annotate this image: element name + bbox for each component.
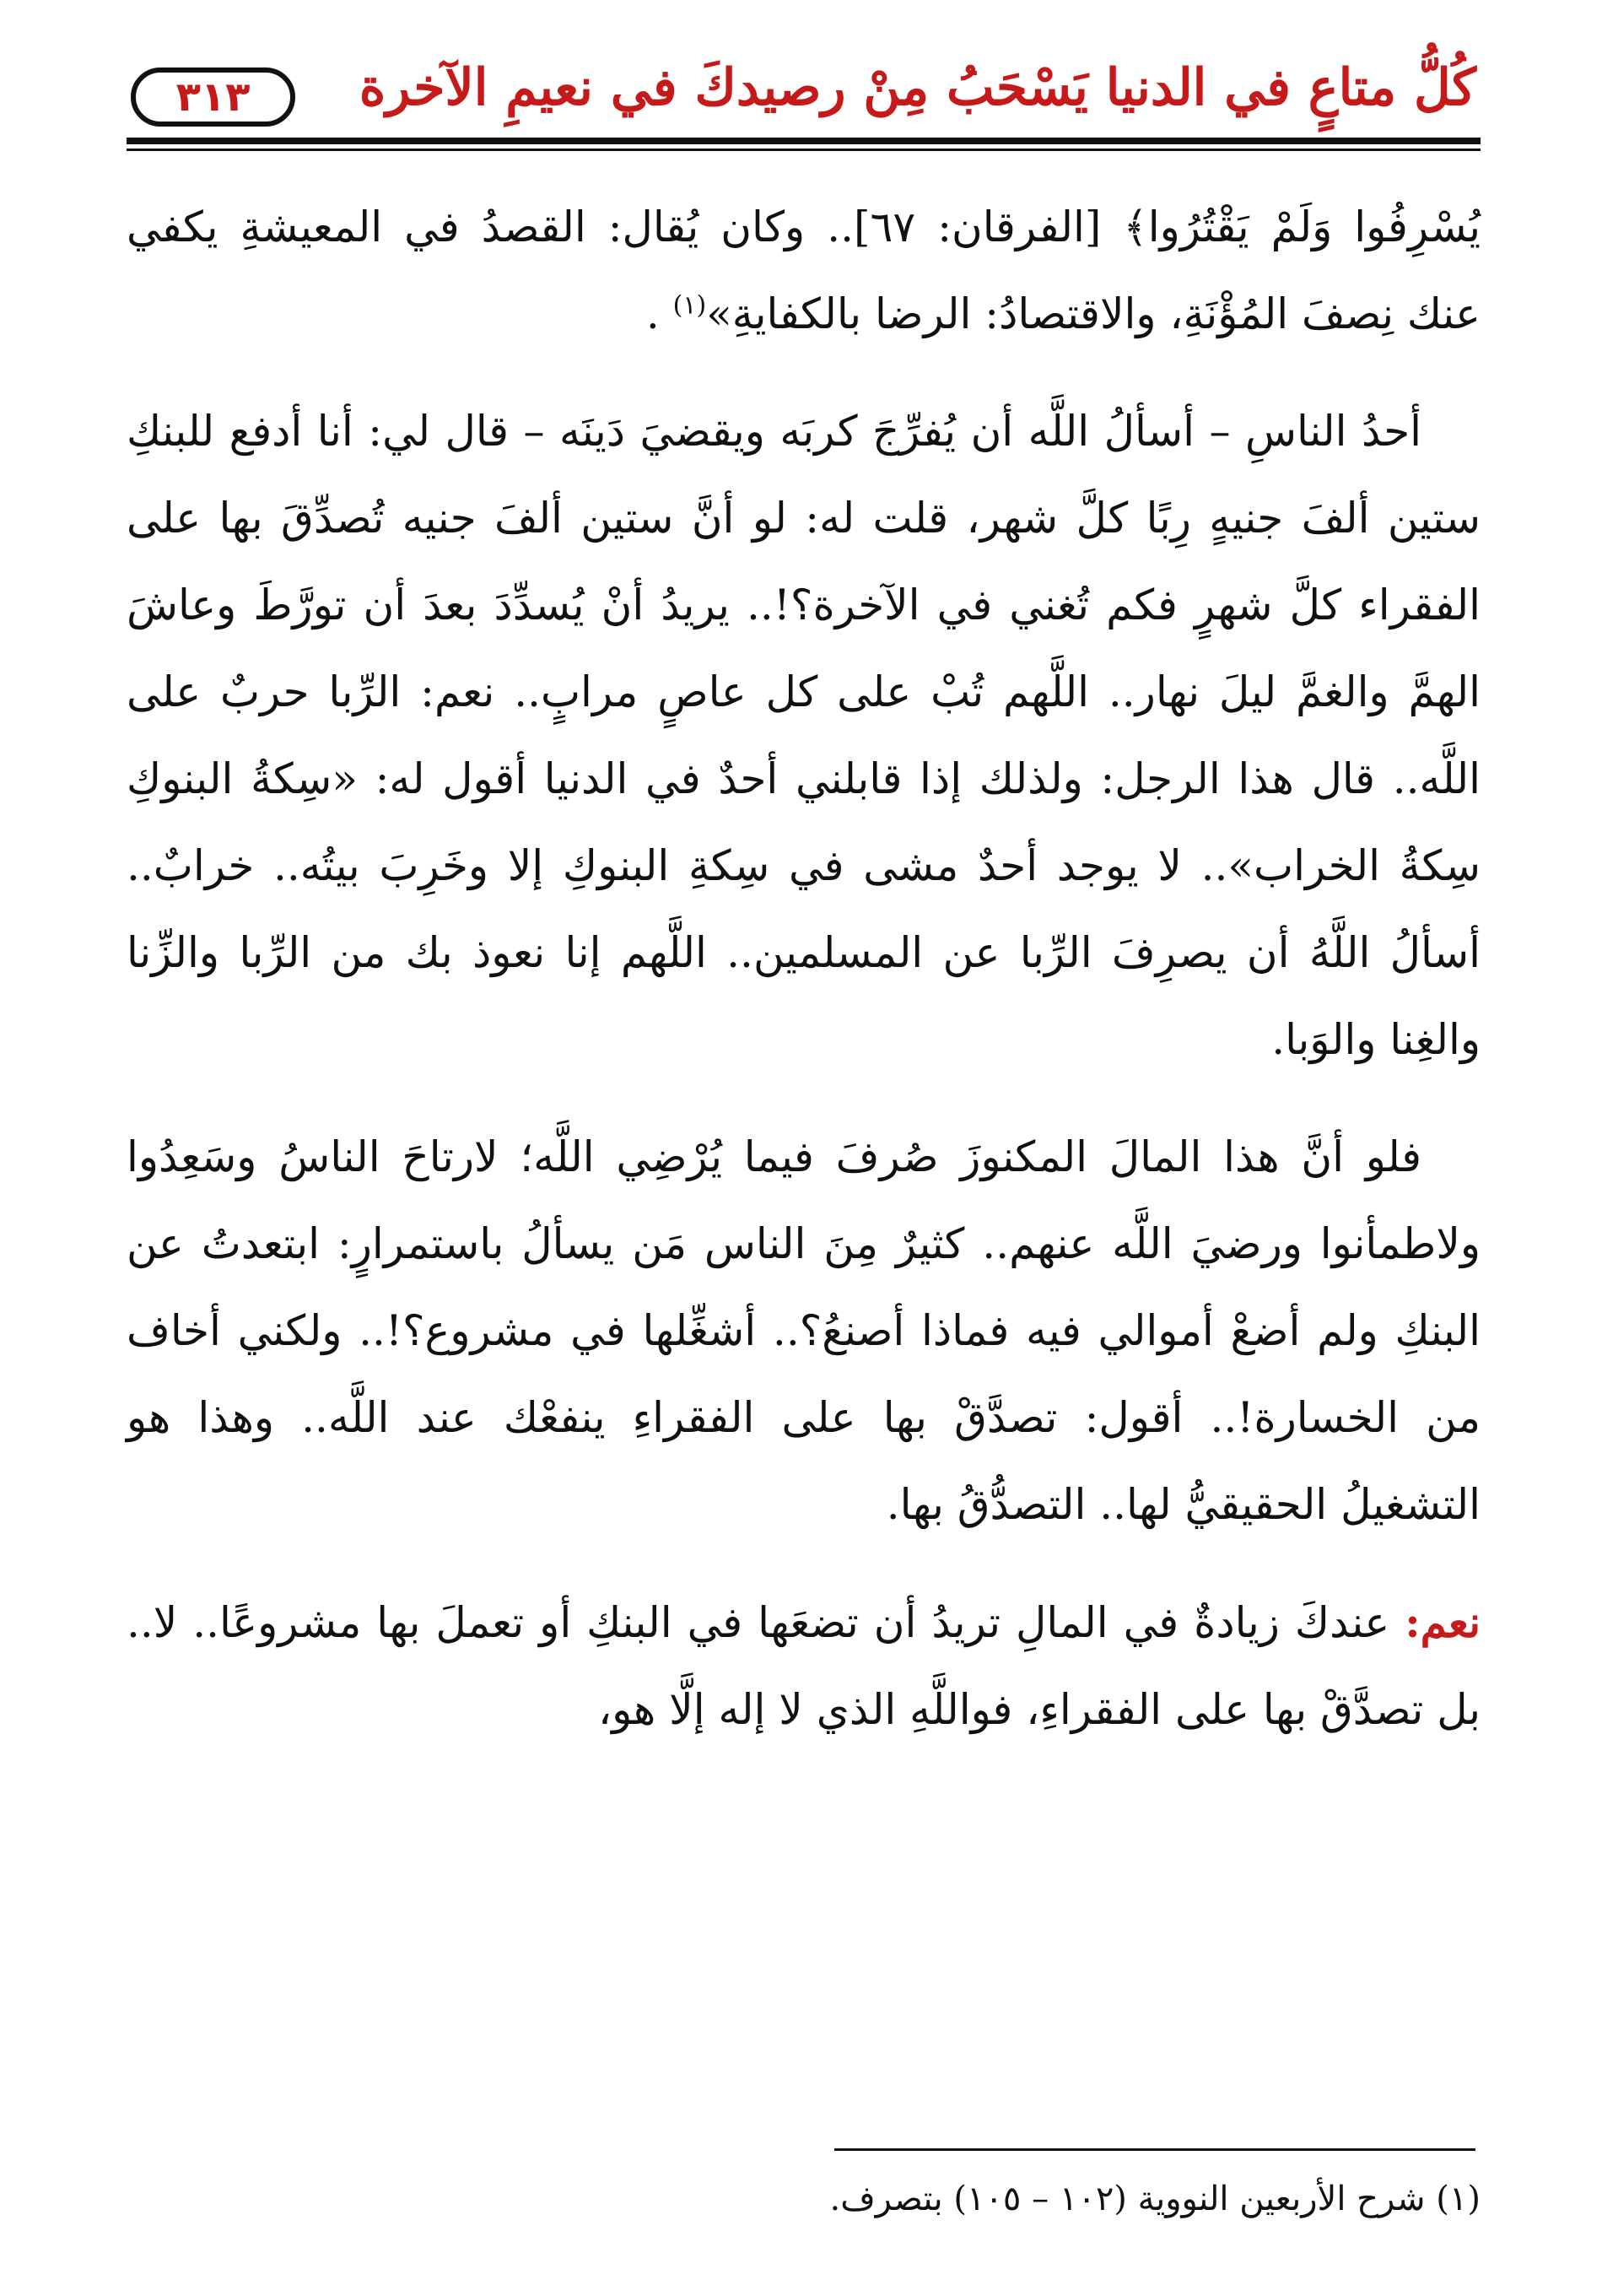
paragraph-1 — [127, 184, 1481, 358]
running-title: كُلُّ متاعٍ في الدنيا يَسْحَبُ مِنْ رصيدكَ في نعيمِ الآخرة — [359, 58, 1476, 117]
header-rule-thin — [127, 149, 1481, 151]
paragraph-4 — [127, 1579, 1481, 1753]
footnote-separator — [834, 2148, 1475, 2151]
paragraph-2: أحدُ الناسِ – أسألُ اللَّه أن يُفرِّجَ كربَه ويقضيَ دَينَه – قال لي: أنا أدفع للبنكِ ستين ألفَ جنيهٍ رِبًا كلَّ شهر، قلت له: لو أنَّ ستين ألفَ جنيه تُصدِّقَ بها على الفقراء كلَّ شهرٍ فكم تُغني في الآخرة؟!.. يريدُ أنْ يُسدِّدَ بعدَ أن تورَّطَ وعاشَ الهمَّ والغمَّ ليلَ نهار.. اللَّهم تُبْ على كل عاصٍ مرابٍ.. نعم: الرِّبا حربٌ على اللَّه.. قال هذا الرجل: ولذلك إذا قابلني أحدٌ في الدنيا أقول له: «سِكةُ البنوكِ سِكةُ الخراب».. لا يوجد أحدٌ مشى في سِكةِ البنوكِ إلا وخَرِبَ بيتُه.. خرابٌ.. أسألُ اللَّهُ أن يصرِفَ الرِّبا عن المسلمين.. اللَّهم إنا نعوذ بك من الرِّبا والزِّنا والغِنا والوَبا. — [127, 407, 1481, 1064]
paragraph-3: فلو أنَّ هذا المالَ المكنوزَ صُرفَ فيما يُرْضِي اللَّه؛ لارتاحَ الناسُ وسَعِدُوا ولاطمأنوا ورضيَ اللَّه عنهم.. كثيرٌ مِنَ الناس مَن يسألُ باستمرارٍ: ابتعدتُ عن البنكِ ولم أضعْ أموالي فيه فماذا أصنعُ؟.. أشغِّلها في مشروع؟!.. ولكني أخاف من الخسارة!.. أقول: تصدَّقْ بها على الفقراءِ ينفعْك عند اللَّه.. وهذا هو التشغيلُ الحقيقيُّ لها.. التصدُّقُ بها. — [127, 1132, 1481, 1529]
paragraph-1-text: يُسْرِفُوا وَلَمْ يَقْتُرُوا﴾ [الفرقان: ٦٧].. وكان يُقال: القصدُ في المعيشةِ يكفي عنك نِصفَ المُؤْنَةِ، والاقتصادُ: الرضا بالكفايةِ» — [127, 203, 1481, 338]
page-header — [118, 51, 1476, 143]
footnote: (١) شرح الأربعين النووية (١٠٢ – ١٠٥) بتصرف. — [829, 2180, 1481, 2218]
paragraph-1-tail: . — [645, 289, 660, 338]
header-rule-thick — [127, 138, 1481, 144]
footnote-reference: (١) — [672, 290, 707, 321]
page-number: ٣١٣ — [131, 68, 295, 127]
paragraph-4-text: عندكَ زيادةٌ في المالِ تريدُ أن تضعَها في البنكِ أو تعملَ بها مشروعًا.. لا.. بل تصدَّقْ بها على الفقراءِ، فواللَّهِ الذي لا إله إلَّا هو، — [127, 1598, 1481, 1734]
main-text — [127, 184, 1481, 1753]
keyword-label: نعم: — [1405, 1597, 1481, 1647]
